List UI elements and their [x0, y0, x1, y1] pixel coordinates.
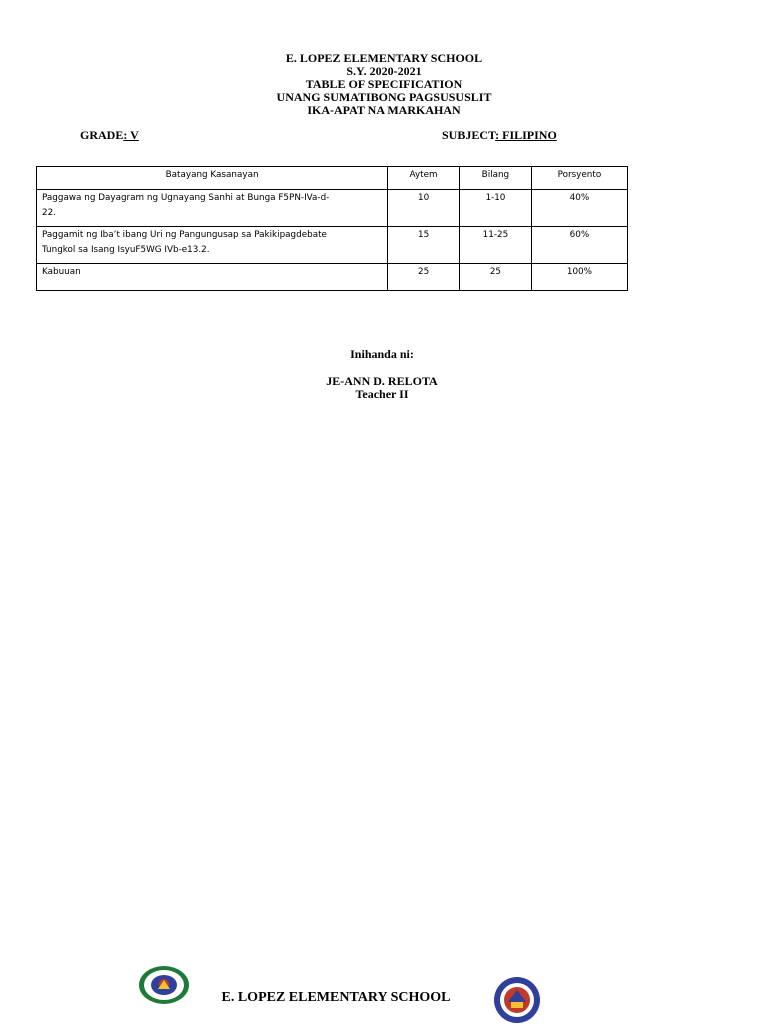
footer-school-name: E. LOPEZ ELEMENTARY SCHOOL [221, 990, 451, 1005]
specification-table [36, 166, 628, 291]
exam-name: UNANG SUMATIBONG PAGSUSUSLIT [276, 90, 492, 104]
grade-field [80, 128, 139, 143]
grade-label: GRADE [80, 128, 124, 142]
document-header [0, 52, 768, 117]
table-row [37, 227, 628, 264]
school-name: E. LOPEZ ELEMENTARY SCHOOL [285, 51, 483, 65]
prepared-label: Inihanda ni: [350, 347, 414, 361]
subject-field [442, 128, 557, 143]
bilang-cell: 1-10 [460, 190, 532, 227]
column-header: Aytem [388, 167, 460, 190]
porsyento-cell: 60% [531, 227, 627, 264]
total-porsyento: 100% [531, 264, 627, 291]
skill-cell [37, 190, 388, 227]
deped-seal-icon [490, 976, 544, 1024]
subject-value: : FILIPINO [495, 128, 557, 142]
table-header-row [37, 167, 628, 190]
column-header: Porsyento [531, 167, 627, 190]
quarter-name: IKA-APAT NA MARKAHAN [307, 103, 461, 117]
document-title: TABLE OF SPECIFICATION [305, 77, 463, 91]
grade-subject-line [0, 128, 768, 144]
aytem-cell: 10 [388, 190, 460, 227]
skill-cell [37, 227, 388, 264]
bilang-cell: 11-25 [460, 227, 532, 264]
porsyento-cell: 40% [531, 190, 627, 227]
column-header: Bilang [460, 167, 532, 190]
skill-line: Tungkol sa Isang IsyuF5WG IVb-e13.2. [42, 245, 210, 255]
preparer-position: Teacher II [355, 387, 409, 401]
prepared-by-block [0, 348, 764, 401]
total-row [37, 264, 628, 291]
aytem-cell: 15 [388, 227, 460, 264]
table-row [37, 190, 628, 227]
preparer-name: JE-ANN D. RELOTA [326, 374, 438, 388]
subject-label: SUBJECT [442, 128, 496, 142]
skill-line: 22. [42, 208, 56, 218]
school-year: S.Y. 2020-2021 [346, 64, 422, 78]
total-label: Kabuuan [37, 264, 388, 291]
grade-value: : V [123, 128, 139, 142]
column-header: Batayang Kasanayan [37, 167, 388, 190]
total-aytem: 25 [388, 264, 460, 291]
total-bilang: 25 [460, 264, 532, 291]
skill-line: Paggawa ng Dayagram ng Ugnayang Sanhi at Bunga F5PN-IVa-d- [42, 193, 330, 203]
skill-line: Paggamit ng Iba’t ibang Uri ng Pangungusap sa Pakikipagdebate [42, 230, 327, 240]
